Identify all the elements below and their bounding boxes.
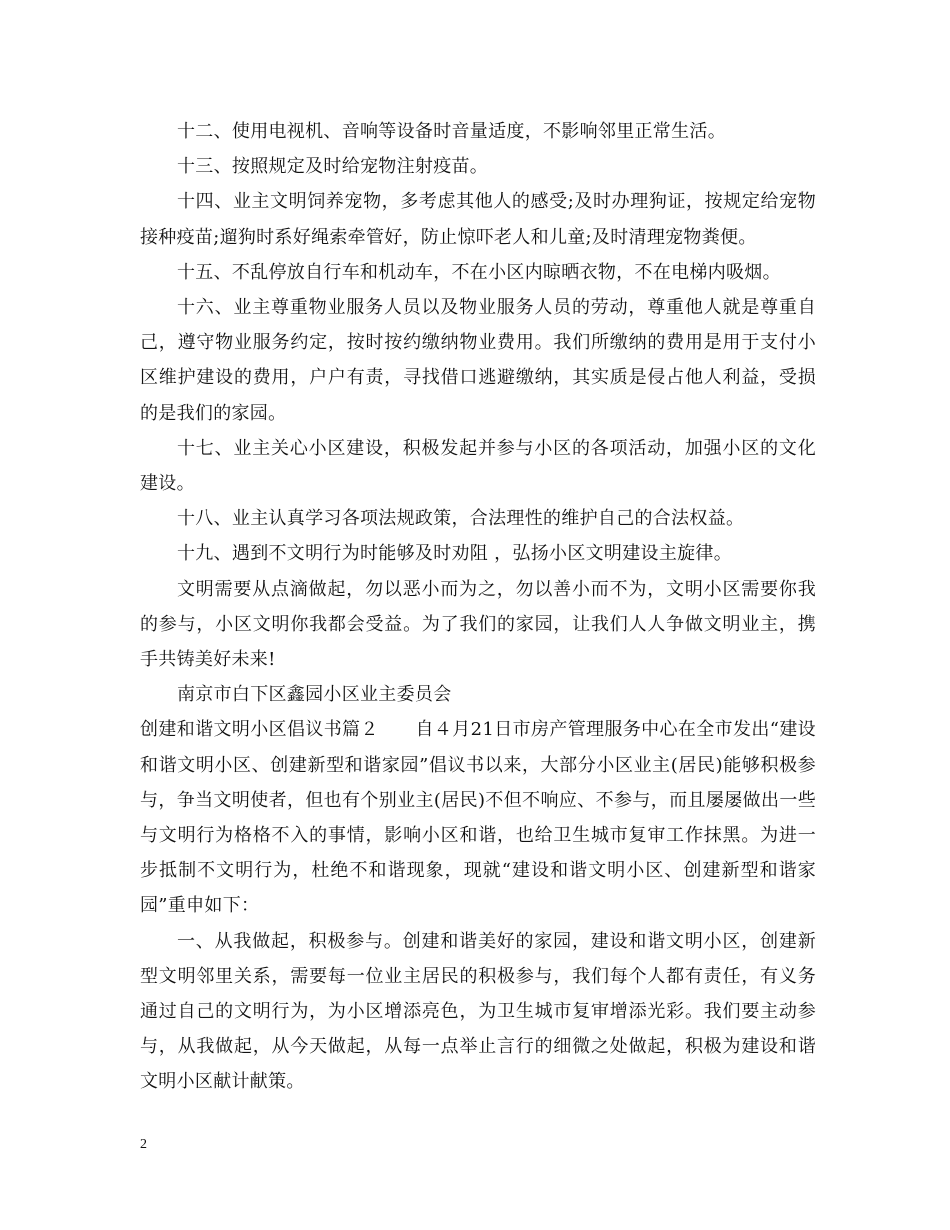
paragraph-article-2-point-1: 一、从我做起，积极参与。创建和谐美好的家园，建设和谐文明小区，创建新型文明邻里关系，需要每一位业主居民的积极参与，我们每个人都有责任，有义务通过自己的文明行为，为小区增添亮色，为卫生城市复审增添光彩。我们要主动参与，从我做起，从今天做起，从每一点举止言行的细微之处做起，积极为建设和谐文明小区献计献策。 <box>140 930 816 1093</box>
paragraph-rule-14: 十四、业主文明饲养宠物，多考虑其他人的感受;及时办理狗证，按规定给宠物接种疫苗;遛狗时系好绳索牵管好，防止惊吓老人和儿童;及时清理宠物粪便。 <box>140 191 816 248</box>
paragraph-rule-18: 十八、业主认真学习各项法规政策，合法理性的维护自己的合法权益。 <box>177 508 745 530</box>
page-number: 2 <box>140 1137 147 1152</box>
paragraph-rule-13: 十三、按照规定及时给宠物注射疫苗。 <box>177 156 489 178</box>
paragraph-rule-15: 十五、不乱停放自行车和机动车，不在小区内晾晒衣物，不在电梯内吸烟。 <box>177 261 781 283</box>
paragraph-signature: 南京市白下区鑫园小区业主委员会 <box>177 684 452 706</box>
paragraph-rule-12: 十二、使用电视机、音响等设备时音量适度，不影响邻里正常生活。 <box>177 121 726 142</box>
paragraph-rule-16: 十六、业主尊重物业服务人员以及物业服务人员的劳动，尊重他人就是尊重自己，遵守物业服务约定，按时按约缴纳物业费用。我们所缴纳的费用是用于支付小区维护建设的费用，户户有责，寻找借口逃避缴纳，其实质是侵占他人利益，受损的是我们的家园。 <box>140 297 816 424</box>
document-body <box>140 114 816 1100</box>
paragraph-article-2-intro: 创建和谐文明小区倡议书篇２ 自４月21日市房产管理服务中心在全市发出“建设和谐文明小区、创建新型和谐家园”倡议书以来，大部分小区业主(居民)能够积极参与，争当文明使者，但也有个别业主(居民)不但不响应、不参与，而且屡屡做出一些与文明行为格格不入的事情，影响小区和谐，也给卫生城市复审工作抹黑。为进一步抵制不文明行为，杜绝不和谐现象，现就“建设和谐文明小区、创建新型和谐家园”重申如下： <box>140 719 816 917</box>
paragraph-rule-19: 十九、遇到不文明行为时能够及时劝阻 ，弘扬小区文明建设主旋律。 <box>177 543 733 565</box>
paragraph-closing-appeal: 文明需要从点滴做起，勿以恶小而为之，勿以善小而不为，文明小区需要你我的参与，小区文明你我都会受益。为了我们的家园，让我们人人争做文明业主，携手共铸美好未来! <box>140 578 816 671</box>
paragraph-rule-17: 十七、业主关心小区建设，积极发起并参与小区的各项活动，加强小区的文化建设。 <box>140 437 816 495</box>
